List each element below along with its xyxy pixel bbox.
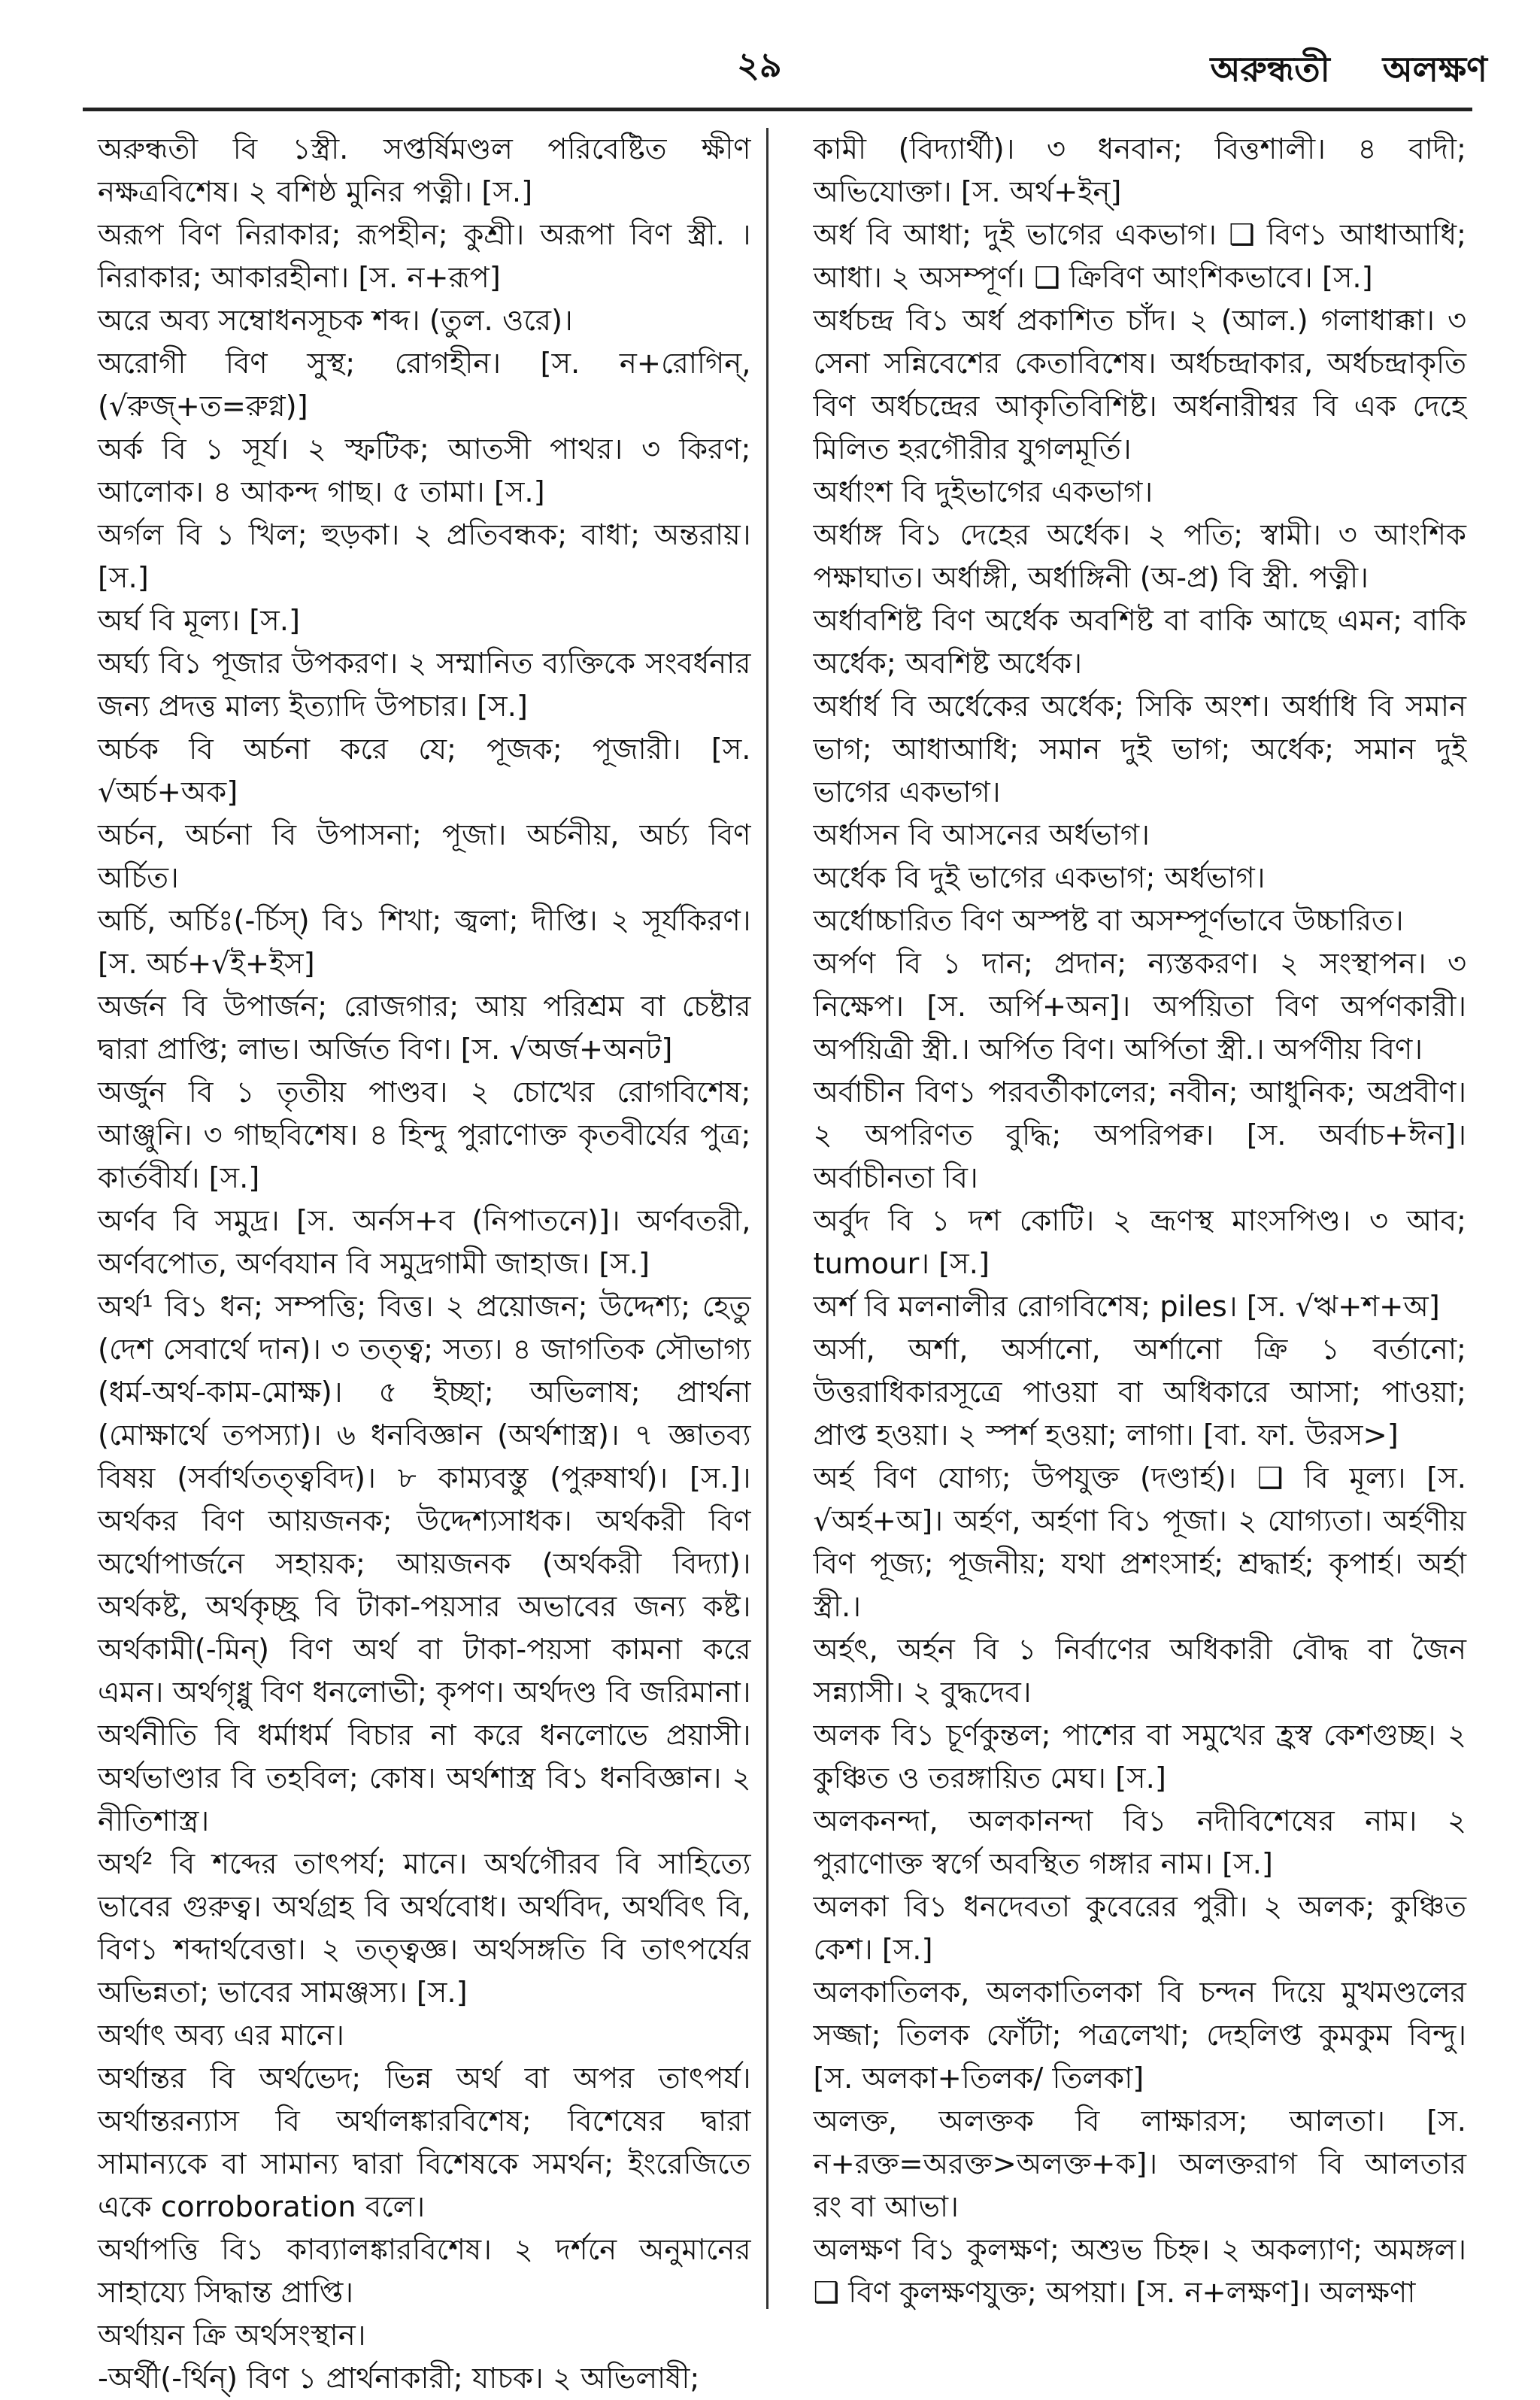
dictionary-entry: অর্ধেক বি দুই ভাগের একভাগ; অর্ধভাগ। (813, 861, 1266, 895)
dictionary-entry: কামী (বিদ্যার্থী)। ৩ ধনবান; বিত্তশালী। ৪ বাদী; অভিযোক্তা। [স. অর্থ+ইন্] (813, 132, 1466, 209)
dictionary-entry: অরূপ বিণ নিরাকার; রূপহীন; কুশ্রী। অরূপা বিণ স্ত্রী. । নিরাকার; আকারহীনা। [স. ন+রূপ] (98, 218, 751, 295)
dictionary-entry: অর্ঘ্য বি১ পূজার উপকরণ। ২ সম্মানিত ব্যক্তিকে সংবর্ধনার জন্য প্রদত্ত মাল্য ইত্যাদি উপচার। [স.] (98, 647, 751, 724)
dictionary-entry: -অর্থী(-র্থিন্) বিণ ১ প্রার্থনাকারী; যাচক। ২ অভিলাষী; (98, 2362, 700, 2395)
dictionary-entry: অর্চি, অর্চিঃ(-র্চিস্) বি১ শিখা; জ্বলা; দীপ্তি। ২ সূর্যকিরণ। [স. অর্চ+√ই+ইস] (98, 904, 751, 981)
dictionary-entry: অর্থাপত্তি বি১ কাব্যালঙ্কারবিশেষ। ২ দর্শনে অনুমানের সাহায্যে সিদ্ধান্ত প্রাপ্তি। (98, 2233, 751, 2310)
dictionary-entry: অর্হ বিণ যোগ্য; উপযুক্ত (দণ্ডার্হ)। ❑ বি মূল্য। [স. √অর্হ+অ]। অর্হণ, অর্হণা বি১ পূজা। ২ যোগ্যতা। অর্হণীয় বিণ পূজ্য; পূজনীয়; যথা প্রশংসার্হ; শ্রদ্ধার্হ; কৃপার্হ। অর্হা স্ত্রী.। (813, 1461, 1466, 1624)
dictionary-entry: অর্থায়ন ক্রি অর্থসংস্থান। (98, 2319, 366, 2353)
dictionary-entry: অর্জুন বি ১ তৃতীয় পাণ্ডব। ২ চোখের রোগবিশেষ; আঞ্জুনি। ৩ গাছবিশেষ। ৪ হিন্দু পুরাণোক্ত কৃতবীর্যের পুত্র; কার্তবীর্য। [স.] (98, 1076, 751, 1195)
dictionary-entry: অলক্ষণ বি১ কুলক্ষণ; অশুভ চিহ্ন। ২ অকল্যাণ; অমঙ্গল। ❑ বিণ কুলক্ষণযুক্ত; অপয়া। [স. ন+লক্ষণ]। অলক্ষণা (813, 2233, 1466, 2310)
header-rule (83, 108, 1472, 111)
guide-words (1211, 44, 1487, 101)
dictionary-entry: অর্ণব বি সমুদ্র। [স. অর্নস+ব (নিপাতনে)]। অর্ণবতরী, অর্ণবপোত, অর্ণবযান বি সমুদ্রগামী জাহাজ। [স.] (98, 1204, 751, 1281)
dictionary-entry: অরোগী বিণ সুস্থ; রোগহীন। [স. ন+রোগিন্, (√রুজ্+ত=রুগ্ন)] (98, 347, 751, 423)
dictionary-entry: অর্থান্তর বি অর্থভেদ; ভিন্ন অর্থ বা অপর তাৎপর্য। অর্থান্তরন্যাস বি অর্থালঙ্কারবিশেষ; বিশেষের দ্বারা সামান্যকে বা সামান্য দ্বারা বিশেষকে সমর্থন; ইংরেজিতে একে corroboration বলে। (98, 2062, 751, 2224)
dictionary-entry: অর্চক বি অর্চনা করে যে; পূজক; পূজারী। [স. √অর্চ+অক] (98, 733, 751, 809)
dictionary-entry: অর্চন, অর্চনা বি উপাসনা; পূজা। অর্চনীয়, অর্চ্য বিণ অর্চিত। (98, 818, 751, 895)
dictionary-columns (98, 128, 1466, 2395)
dictionary-entry: অর্ঘ বি মূল্য। [স.] (98, 604, 300, 638)
page-number: ২৯ (737, 44, 782, 85)
dictionary-entry: অর্বাচীন বিণ১ পরবর্তীকালের; নবীন; আধুনিক; অপ্রবীণ। ২ অপরিণত বুদ্ধি; অপরিপক্ব। [স. অর্বাচ+ঈন]। অর্বাচীনতা বি। (813, 1076, 1466, 1195)
dictionary-entry: অর্ধাবশিষ্ট বিণ অর্ধেক অবশিষ্ট বা বাকি আছে এমন; বাকি অর্ধেক; অবশিষ্ট অর্ধেক। (813, 604, 1466, 681)
guide-word-first: অরুন্ধতী (1210, 49, 1330, 90)
dictionary-entry: অলক বি১ চূর্ণকুন্তল; পাশের বা সমুখের হ্রস্ব কেশগুচ্ছ। ২ কুঞ্চিত ও তরঙ্গায়িত মেঘ। [স.] (813, 1719, 1466, 1795)
dictionary-entry: অর্থ² বি শব্দের তাৎপর্য; মানে। অর্থগৌরব বি সাহিত্যে ভাবের গুরুত্ব। অর্থগ্রহ বি অর্থবোধ। অর্থবিদ, অর্থবিৎ বি, বিণ১ শব্দার্থবেত্তা। ২ তত্ত্বজ্ঞ। অর্থসঙ্গতি বি তাৎপর্যের অভিন্নতা; ভাবের সামঞ্জস্য। [স.] (98, 1847, 751, 2010)
dictionary-entry: অর্ক বি ১ সূর্য। ২ স্ফটিক; আতসী পাথর। ৩ কিরণ; আলোক। ৪ আকন্দ গাছ। ৫ তামা। [স.] (98, 432, 751, 509)
dictionary-entry: অর্জন বি উপার্জন; রোজগার; আয় পরিশ্রম বা চেষ্টার দ্বারা প্রাপ্তি; লাভ। অর্জিত বিণ। [স. √অর্জ+অনট] (98, 990, 751, 1066)
page-header (0, 0, 1540, 113)
dictionary-entry: অরুন্ধতী বি ১স্ত্রী. সপ্তর্ষিমণ্ডল পরিবেষ্টিত ক্ষীণ নক্ষত্রবিশেষ। ২ বশিষ্ঠ মুনির পত্নী। [স.] (98, 132, 751, 209)
left-column (98, 128, 768, 2395)
right-column (814, 128, 1467, 2309)
guide-word-last: অলক্ষণ (1382, 49, 1487, 90)
dictionary-entry: অর্পণ বি ১ দান; প্রদান; ন্যস্তকরণ। ২ সংস্থাপন। ৩ নিক্ষেপ। [স. অর্পি+অন]। অর্পয়িতা বিণ অর্পণকারী। অর্পয়িত্রী স্ত্রী.। অর্পিত বিণ। অর্পিতা স্ত্রী.। অর্পণীয় বিণ। (813, 947, 1466, 1066)
dictionary-entry: অর্থ¹ বি১ ধন; সম্পত্তি; বিত্ত। ২ প্রয়োজন; উদ্দেশ্য; হেতু (দেশ সেবার্থে দান)। ৩ তত্ত্ব; সত্য। ৪ জাগতিক সৌভাগ্য (ধর্ম-অর্থ-কাম-মোক্ষ)। ৫ ইচ্ছা; অভিলাষ; প্রার্থনা (মোক্ষার্থে তপস্যা)। ৬ ধনবিজ্ঞান (অর্থশাস্ত্র)। ৭ জ্ঞাতব্য বিষয় (সর্বার্থতত্ত্ববিদ)। ৮ কাম্যবস্তু (পুরুষার্থ)। [স.]। অর্থকর বিণ আয়জনক; উদ্দেশ্যসাধক। অর্থকরী বিণ অর্থোপার্জনে সহায়ক; আয়জনক (অর্থকরী বিদ্যা)। অর্থকষ্ট, অর্থকৃচ্ছ্র বি টাকা-পয়সার অভাবের জন্য কষ্ট। অর্থকামী(-মিন্) বিণ অর্থ বা টাকা-পয়সা কামনা করে এমন। অর্থগৃধ্নু বিণ ধনলোভী; কৃপণ। অর্থদণ্ড বি জরিমানা। অর্থনীতি বি ধর্মাধর্ম বিচার না করে ধনলোভে প্রয়াসী। অর্থভাণ্ডার বি তহবিল; কোষ। অর্থশাস্ত্র বি১ ধনবিজ্ঞান। ২ নীতিশাস্ত্র। (98, 1290, 751, 1838)
dictionary-entry: অলকা বি১ ধনদেবতা কুবেরের পুরী। ২ অলক; কুঞ্চিত কেশ। [স.] (813, 1890, 1466, 1967)
dictionary-entry: অর্ধাংশ বি দুইভাগের একভাগ। (813, 475, 1153, 509)
dictionary-entry: অর্থাৎ অব্য এর মানে। (98, 2019, 344, 2053)
dictionary-entry: অর্ধচন্দ্র বি১ অর্ধ প্রকাশিত চাঁদ। ২ (আল.) গলাধাক্কা। ৩ সেনা সন্নিবেশের কেতাবিশেষ। অর্ধচন্দ্রাকার, অর্ধচন্দ্রাকৃতি বিণ অর্ধচন্দ্রের আকৃতিবিশিষ্ট। অর্ধনারীশ্বর বি এক দেহে মিলিত হরগৌরীর যুগলমূর্তি। (813, 304, 1466, 466)
dictionary-entry: অর্ধাঙ্গ বি১ দেহের অর্ধেক। ২ পতি; স্বামী। ৩ আংশিক পক্ষাঘাত। অর্ধাঙ্গী, অর্ধাঙ্গিনী (অ-প্র) বি স্ত্রী. পত্নী। (813, 518, 1466, 595)
dictionary-entry: অর্ধ বি আধা; দুই ভাগের একভাগ। ❑ বিণ১ আধাআধি; আধা। ২ অসম্পূর্ণ। ❑ ক্রিবিণ আংশিকভাবে। [স.] (813, 218, 1466, 295)
dictionary-entry: অর্হৎ, অর্হন বি ১ নির্বাণের অধিকারী বৌদ্ধ বা জৈন সন্ন্যাসী। ২ বুদ্ধদেব। (813, 1633, 1466, 1710)
dictionary-entry: অর্সা, অর্শা, অর্সানো, অর্শানো ক্রি ১ বর্তানো; উত্তরাধিকারসূত্রে পাওয়া বা অধিকারে আসা; পাওয়া; প্রাপ্ত হওয়া। ২ স্পর্শ হওয়া; লাগা। [বা. ফা. উরস>] (813, 1333, 1466, 1452)
dictionary-entry: অর্ধোচ্চারিত বিণ অস্পষ্ট বা অসম্পূর্ণভাবে উচ্চারিত। (813, 904, 1404, 938)
dictionary-entry: অর্গল বি ১ খিল; হুড়কা। ২ প্রতিবন্ধক; বাধা; অন্তরায়। [স.] (98, 518, 751, 595)
dictionary-entry: অলকাতিলক, অলকাতিলকা বি চন্দন দিয়ে মুখমণ্ডলের সজ্জা; তিলক ফোঁটা; পত্রলেখা; দেহলিপ্ত কুমকুম বিন্দু। [স. অলকা+তিলক/ তিলকা] (813, 1976, 1466, 2095)
dictionary-entry: অরে অব্য সম্বোধনসূচক শব্দ। (তুল. ওরে)। (98, 304, 573, 338)
dictionary-entry: অর্বুদ বি ১ দশ কোটি। ২ ভ্রূণস্থ মাংসপিণ্ড। ৩ আব; tumour। [স.] (813, 1204, 1466, 1281)
dictionary-entry: অলক্ত, অলক্তক বি লাক্ষারস; আলতা। [স. ন+রক্ত=অরক্ত>অলক্ত+ক]। অলক্তরাগ বি আলতার রং বা আভা। (813, 2104, 1466, 2224)
dictionary-entry: অর্শ বি মলনালীর রোগবিশেষ; piles। [স. √ঋ+শ+অ] (813, 1290, 1440, 1324)
dictionary-entry: অর্ধার্ধ বি অর্ধেকের অর্ধেক; সিকি অংশ। অর্ধাধি বি সমান ভাগ; আধাআধি; সমান দুই ভাগ; অর্ধেক; সমান দুই ভাগের একভাগ। (813, 690, 1466, 809)
dictionary-entry: অর্ধাসন বি আসনের অর্ধভাগ। (813, 818, 1150, 852)
dictionary-entry: অলকনন্দা, অলকানন্দা বি১ নদীবিশেষের নাম। ২ পুরাণোক্ত স্বর্গে অবস্থিত গঙ্গার নাম। [স.] (813, 1804, 1466, 1881)
